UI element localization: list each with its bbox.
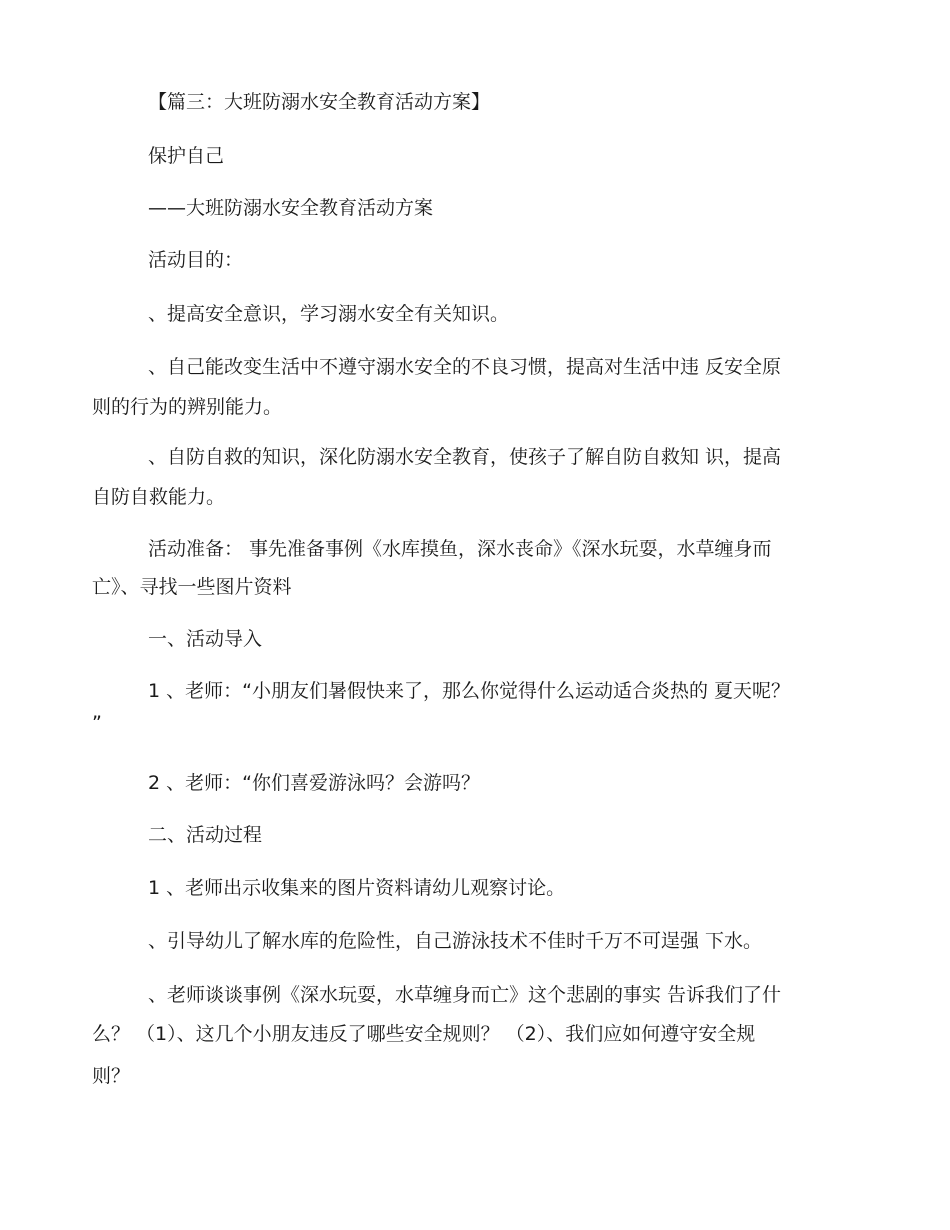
preparation-text: 活动准备： 事先准备事例《水库摸鱼，深水丧命》《深水玩耍，水草缠身而 bbox=[148, 538, 772, 560]
step-item-cont: ” bbox=[92, 712, 102, 734]
step-item: 1 、老师出示收集来的图片资料请幼儿观察讨论。 bbox=[148, 877, 566, 899]
section-heading: 二、活动过程 bbox=[148, 824, 263, 846]
step-item: 1 、老师：“小朋友们暑假快来了，那么你觉得什么运动适合炎热的 夏天呢？ bbox=[148, 680, 791, 702]
step-item: 2 、老师：“你们喜爱游泳吗？会游吗？ bbox=[148, 772, 480, 794]
objectives-heading: 活动目的： bbox=[148, 249, 244, 271]
step-item-cont: 则？ bbox=[92, 1065, 131, 1087]
step-item: 、老师谈谈事例《深水玩耍，水草缠身而亡》这个悲剧的事实 告诉我们了什 bbox=[148, 984, 782, 1006]
document-subtitle: ——大班防溺水安全教育活动方案 bbox=[148, 197, 434, 219]
step-item: 、引导幼儿了解水库的危险性，自己游泳技术不佳时千万不可逞强 下水。 bbox=[148, 930, 763, 952]
objective-item: 、自防自救的知识，深化防溺水安全教育，使孩子了解自防自救知 识，提高 bbox=[148, 446, 782, 468]
objective-item-cont: 自防自救能力。 bbox=[92, 486, 226, 508]
objective-item: 、自己能改变生活中不遵守溺水安全的不良习惯，提高对生活中违 反安全原 bbox=[148, 356, 782, 378]
section-heading: 【篇三：大班防溺水安全教育活动方案】 bbox=[148, 91, 491, 113]
step-item-cont: 么？ （1）、这几个小朋友违反了哪些安全规则？ （2）、我们应如何遵守安全规 bbox=[92, 1023, 756, 1045]
document-title: 保护自己 bbox=[148, 145, 225, 167]
preparation-text-cont: 亡》、寻找一些图片资料 bbox=[92, 576, 292, 598]
objective-item: 、提高安全意识，学习溺水安全有关知识。 bbox=[148, 303, 510, 325]
objective-item-cont: 则的行为的辨别能力。 bbox=[92, 396, 283, 418]
section-heading: 一、活动导入 bbox=[148, 628, 263, 650]
